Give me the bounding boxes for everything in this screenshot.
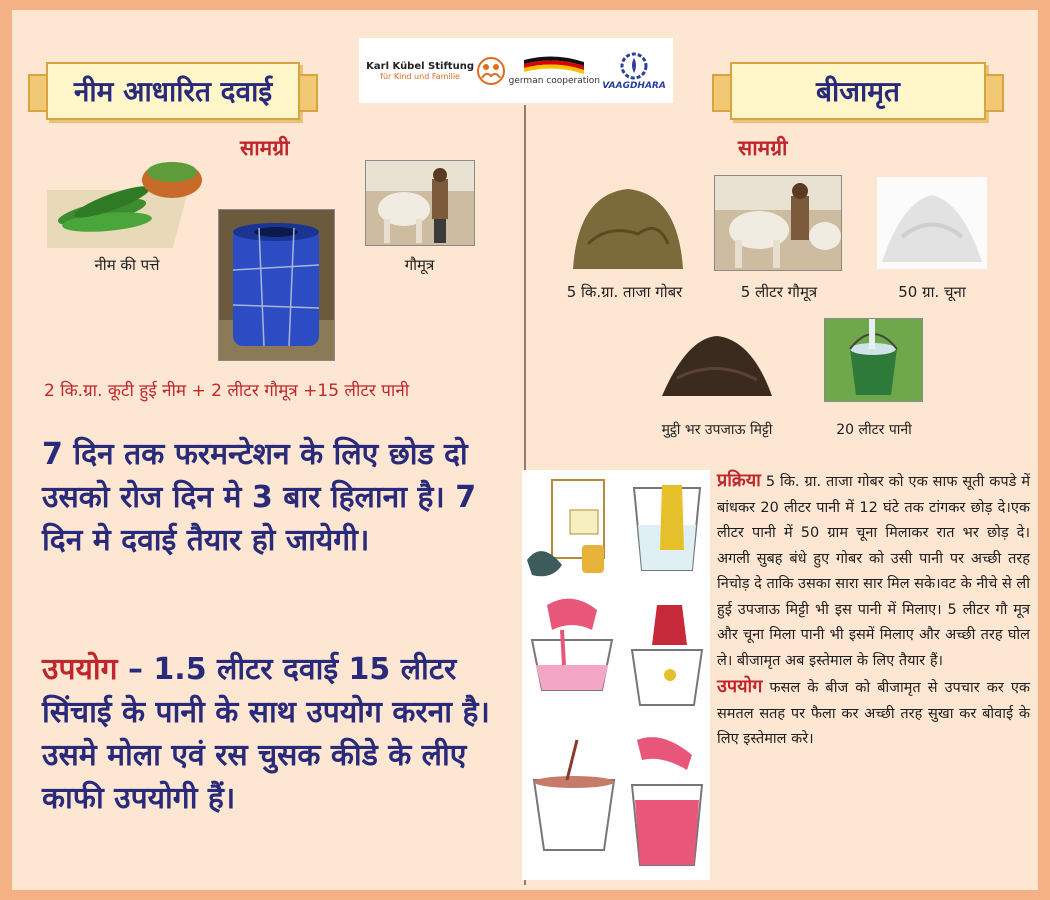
fermentation-drum-image xyxy=(218,209,335,361)
right-ingredients-heading: सामग्री xyxy=(738,136,788,160)
left-usage xyxy=(42,648,522,820)
kk-stiftung-logo: Karl Kübel Stiftung für Kind und Familie xyxy=(366,60,474,81)
vaagdhara-emblem-icon xyxy=(619,51,649,81)
logo-bar xyxy=(359,38,673,103)
cow-dung-image xyxy=(568,174,688,284)
lime-powder-image xyxy=(877,177,987,269)
vaagdhara-logo: VAAGDHARA xyxy=(602,51,666,91)
water-bucket-image xyxy=(824,318,923,402)
left-ingredients-heading: सामग्री xyxy=(240,136,290,160)
process-body: 5 कि. ग्रा. ताजा गोबर को एक साफ सूती कपडे में बांधकर 20 लीटर पानी में 12 घंटे तक टांगकर छोड़ दे।एक लीटर पानी में 50 ग्राम चूना मिलाकर रात भर छोड़ दे। अगली सुबह बंधे हुए गोबर को उसी पानी पर अच्छी तरह निचोड़ दे ताकि उसका सारा सार मिल सके।वट के नीचे से ली हुई उपजाऊ मिट्टी भी इस पानी में मिलाए। 5 लीटर गौ मूत्र और चूना मिला पानी भी इसमें मिलाए और अच्छी तरह घोल ले। बीजामृत अब इस्तेमाल के लिए तैयार हैं। xyxy=(717,474,1030,669)
process-label: प्रक्रिया xyxy=(717,470,761,491)
process-steps-drawing xyxy=(522,470,710,880)
cow-urine-right-caption: 5 लीटर गौमूत्र xyxy=(740,283,818,301)
poster xyxy=(12,10,1038,890)
left-usage-text: – 1.5 लीटर दवाई 15 लीटर सिंचाई के पानी के साथ उपयोग करना है। उसमे मोला एवं रस चुसक कीडे के लीए काफी उपयोगी हैं। xyxy=(42,652,490,816)
water-caption: 20 लीटर पानी xyxy=(836,422,912,438)
neem-leaves-image xyxy=(47,150,207,250)
left-instructions: 7 दिन तक फरमन्टेशन के लिए छोड दो उसको रोज दिन मे 3 बार हिलाना है। 7 दिन मे दवाई तैयार हो जायेगी। xyxy=(42,437,477,558)
fertile-soil-image xyxy=(657,328,777,400)
right-process-text xyxy=(717,468,1030,753)
right-usage-body: फसल के बीज को बीजामृत से उपचार कर एक समतल सतह पर फैला कर अच्छी तरह सुखा कर बोवाई के लिए इस्तेमाल करे। xyxy=(717,680,1030,747)
lime-caption: 50 ग्रा. चूना xyxy=(898,283,966,301)
left-usage-label: उपयोग xyxy=(42,652,118,687)
cow-urine-image-right xyxy=(714,175,842,271)
left-formula: 2 कि.ग्रा. कूटी हुई नीम + 2 लीटर गौमूत्र +15 लीटर पानी xyxy=(44,381,410,401)
soil-caption: मुट्ठी भर उपजाऊ मिट्टी xyxy=(661,422,773,438)
german-flag-icon xyxy=(524,56,584,76)
right-usage-label: उपयोग xyxy=(717,676,763,697)
german-cooperation-logo: german cooperation xyxy=(509,56,600,86)
process-steps-illustration xyxy=(522,470,710,880)
right-title-banner: बीजामृत xyxy=(730,62,986,120)
cow-urine-caption: गौमूत्र xyxy=(404,256,435,274)
neem-leaves-caption: नीम की पत्ते xyxy=(94,256,160,274)
cow-urine-image xyxy=(365,160,475,246)
left-title-banner: नीम आधारित दवाई xyxy=(46,62,300,120)
cow-dung-caption: 5 कि.ग्रा. ताजा गोबर xyxy=(566,283,683,301)
family-icon xyxy=(476,56,506,86)
